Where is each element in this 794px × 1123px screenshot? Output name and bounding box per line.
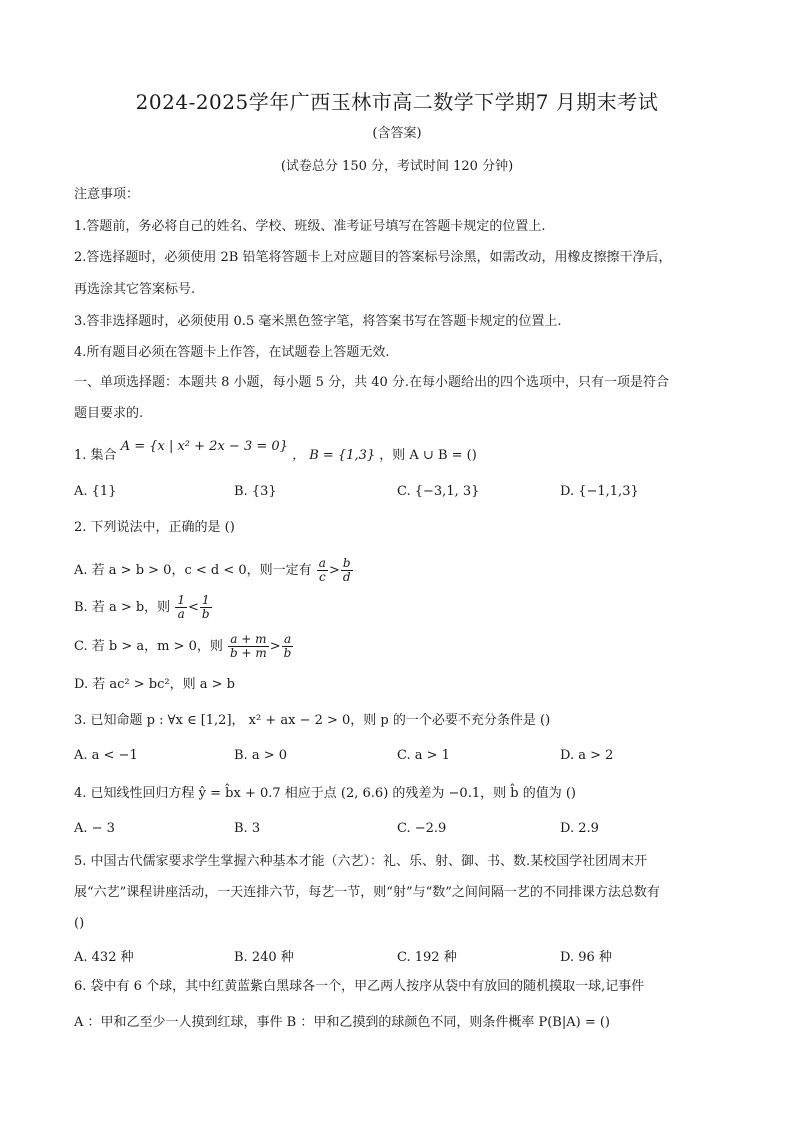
- q2-b-prefix: B. 若 a > b，则: [74, 600, 171, 615]
- q2-a-frac2: [341, 557, 353, 584]
- q4-option-d: D. 2.9: [560, 821, 599, 836]
- q2-c-op: >: [269, 639, 281, 654]
- q1-option-b: B. {3}: [234, 484, 277, 499]
- q2-a-frac2-num: b: [342, 556, 351, 570]
- question-4: 4. 已知线性回归方程 ŷ = b̂x + 0.7 相应于点 (2, 6.6) 的残差为 −0.1，则 b̂ 的值为 (): [74, 786, 576, 801]
- q2-c-frac1-den: b + m: [230, 646, 267, 660]
- section1-line1: 一、单项选择题：本题共 8 小题，每小题 5 分，共 40 分.在每小题给出的四个选项中，只有一项是符合: [74, 375, 670, 390]
- note-item-1: 1.答题前，务必将自己的姓名、学校、班级、准考证号填写在答题卡规定的位置上.: [74, 219, 546, 234]
- q4-option-a: A. − 3: [74, 821, 115, 836]
- q2-c-frac1: [228, 633, 269, 660]
- note-item-4: 4.所有题目必须在答题卡上作答，在试题卷上答题无效.: [74, 345, 390, 360]
- q1-option-d: D. {−1,1,3}: [560, 484, 639, 499]
- q5-option-c: C. 192 种: [397, 950, 457, 965]
- q2-a-frac1-num: a: [318, 556, 326, 570]
- question-5-line2: 展“六艺”课程讲座活动，一天连排六节，每艺一节，则“射”与“数”之间间隔一艺的不同排课方法总数有: [74, 885, 660, 900]
- q1-suffix: ，则 A ∪ B = (): [379, 448, 477, 463]
- q5-option-a: A. 432 种: [74, 950, 134, 965]
- q3-option-a: A. a < −1: [74, 748, 138, 763]
- question-3: 3. 已知命题 p : ∀x ∈ [1,2]， x² + ax − 2 > 0，则 p 的一个必要不充分条件是 (): [74, 713, 551, 728]
- q1-options: [74, 484, 724, 502]
- q2-b-frac1-num: 1: [177, 593, 185, 607]
- q2-a-frac1-den: c: [318, 570, 326, 584]
- q2-b-frac1: [175, 594, 187, 621]
- q4-option-c: C. −2.9: [397, 821, 447, 836]
- notes-heading: 注意事项：: [74, 187, 140, 202]
- q2-b-op: <: [187, 600, 199, 615]
- note-item-3: 3.答非选择题时，必须使用 0.5 毫米黑色签字笔，将答案书写在答题卡规定的位置上.: [74, 314, 562, 329]
- question-2: 2. 下列说法中，正确的是 (): [74, 520, 235, 535]
- q2-c-frac1-num: a + m: [228, 633, 269, 647]
- note-item-2a: 2.答选择题时，必须使用 2B 铅笔将答题卡上对应题目的答案标号涂黑，如需改动，用橡皮擦擦干净后，: [74, 250, 672, 265]
- q2-a-frac2-den: d: [342, 570, 351, 584]
- q1-option-a: A. {1}: [74, 484, 117, 499]
- question-5-line1: 5. 中国古代儒家要求学生掌握六种基本才能（六艺）：礼、乐、射、御、书、数.某校国学社团周末开: [74, 854, 648, 869]
- q4-option-b: B. 3: [234, 821, 261, 836]
- q2-c-frac2-num: a: [282, 633, 294, 647]
- q2-b-frac2: [200, 594, 212, 621]
- exam-info: (试卷总分 150 分，考试时间 120 分钟): [280, 159, 514, 174]
- section1-line2: 题目要求的.: [74, 406, 144, 421]
- q2-c-frac2: [282, 633, 294, 660]
- exam-subtitle: (含答案): [372, 126, 422, 141]
- q5-option-b: B. 240 种: [234, 950, 294, 965]
- exam-title: 2024-2025学年广西玉林市高二数学下学期7 月期末考试: [135, 90, 659, 114]
- q4-options: [74, 821, 724, 839]
- question-5-line3: (): [74, 916, 85, 931]
- q2-b-frac1-den: a: [177, 607, 185, 621]
- q2-option-a: [74, 556, 724, 586]
- question-6-line1: 6. 袋中有 6 个球，其中红黄蓝紫白黑球各一个，甲乙两人按序从袋中有放回的随机摸取一球,记事件: [74, 979, 645, 994]
- q2-b-frac2-num: 1: [200, 594, 212, 608]
- note-item-2b: 再选涂其它答案标号.: [74, 282, 196, 297]
- q1-set-a: A = {x | x² + 2x − 3 = 0}: [120, 439, 288, 454]
- q2-option-c: [74, 632, 724, 662]
- q3-option-d: D. a > 2: [560, 748, 614, 763]
- q2-a-prefix: A. 若 a > b > 0，c < d < 0，则一定有: [74, 563, 312, 578]
- q2-option-b: [74, 593, 724, 623]
- q1-prefix: 1. 集合: [74, 448, 117, 463]
- q3-option-c: C. a > 1: [397, 748, 450, 763]
- q1-set-b: ， B = {1,3}: [292, 448, 376, 463]
- q5-options: [74, 946, 724, 964]
- q2-option-d: D. 若 ac² > bc²，则 a > b: [74, 677, 235, 692]
- q2-c-frac2-den: b: [283, 646, 292, 660]
- q2-b-frac2-den: b: [201, 607, 210, 621]
- q3-options: [74, 748, 724, 766]
- question-6-line2: A ：甲和乙至少一人摸到红球，事件 B ：甲和乙摸到的球颜色不同，则条件概率 P(B|A) = (): [74, 1015, 610, 1030]
- question-1: [74, 439, 724, 465]
- q3-option-b: B. a > 0: [234, 748, 287, 763]
- q2-a-op: >: [328, 563, 340, 578]
- q2-a-frac1: [317, 557, 328, 584]
- q5-option-d: D. 96 种: [560, 950, 612, 965]
- q2-c-prefix: C. 若 b > a，m > 0，则: [74, 639, 223, 654]
- q1-option-c: C. {−3,1, 3}: [397, 484, 480, 499]
